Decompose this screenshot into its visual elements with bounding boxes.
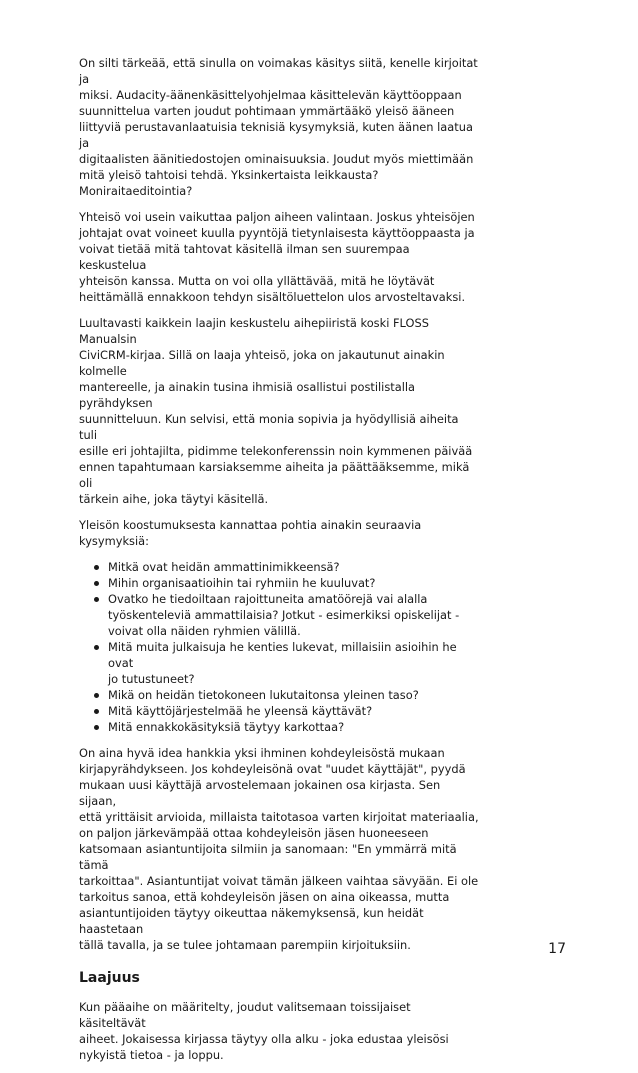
list-item: Ovatko he tiedoiltaan rajoittuneita amatöörejä vai alalla työskenteleviä ammattilaisia? Jotkut - esimerkiksi opiskelijat - voivat olla näiden ryhmien välillä.: [108, 591, 479, 639]
page-body: [79, 55, 479, 1073]
audience-questions-list: [79, 559, 479, 735]
paragraph-audience-member: On aina hyvä idea hankkia yksi ihminen kohdeyleisöstä mukaan kirjapyrähdykseen. Jos kohdeyleisönä ovat "uudet käyttäjät", pyydä mukaan uusi käyttäjä arvostelemaan jokainen osa kirjasta. Sen sijaan, että yrittäisit arvioida, millaista taitotasoa varten kirjoitat materiaalia, on paljon järkevämpää ottaa kohdeyleisön jäsen huoneeseen katsomaan asiantuntijoita silmiin ja sanomaan: "En ymmärrä mitä tämä tarkoittaa". Asiantuntijat voivat tämän jälkeen vaihtaa sävyään. Ei ole tarkoitus sanoa, että kohdeyleisön jäsen on aina oikeassa, mutta asiantuntijoiden täytyy oikeuttaa näkemyksensä, kun heidät haastetaan tällä tavalla, ja se tulee johtamaan parempiin kirjoituksiin.: [79, 746, 479, 952]
paragraph-community-influence: Yhteisö voi usein vaikuttaa paljon aiheen valintaan. Joskus yhteisöjen johtajat ovat voineet kuulla pyyntöjä tietynlaisesta käyttöoppaasta ja voivat tietää mitä tahtovat käsitellä ilman sen suurempaa keskustelua yhteisön kanssa. Mutta on voi olla yllättävää, mitä he löytävät heittämällä ennakkoon tehdyn sisältöluettelon ulos arvosteltavaksi.: [79, 210, 475, 304]
paragraph-civicrm-discussion: Luultavasti kaikkein laajin keskustelu aihepiiristä koski FLOSS Manualsin CiviCRM-kirjaa. Sillä on laaja yhteisö, joka on jakautunut ainakin kolmelle mantereelle, ja ainakin tusina ihmisiä osallistui postilistalla pyrähdyksen suunnitteluun. Kun selvisi, että monia sopivia ja hyödyllisiä aiheita tuli esille eri johtajilta, pidimme telekonferenssin noin kymmenen päivää ennen tapahtumaan karsiaksemme aiheita ja päättääksemme, mikä oli tärkein aihe, joka täytyi käsitellä.: [79, 316, 473, 506]
page-number: 17: [548, 941, 566, 957]
list-item: Mitä ennakkokäsityksiä täytyy karkottaa?: [108, 719, 479, 735]
list-item: Mitkä ovat heidän ammattinimikkeensä?: [108, 559, 479, 575]
paragraph-audience-questions-intro: Yleisön koostumuksesta kannattaa pohtia ainakin seuraavia kysymyksiä:: [79, 518, 422, 548]
list-item: Mitä muita julkaisuja he kenties lukevat, millaisiin asioihin he ovat jo tutustuneet?: [108, 639, 479, 687]
list-item: Mihin organisaatioihin tai ryhmiin he kuuluvat?: [108, 575, 479, 591]
paragraph-scope: Kun pääaihe on määritelty, joudut valitsemaan toissijaiset käsiteltävät aiheet. Jokaisessa kirjassa täytyy olla alku - joka edustaa yleisösi nykyistä tietoa - ja loppu.: [79, 1000, 449, 1062]
paragraph-audience-understanding: On silti tärkeää, että sinulla on voimakas käsitys siitä, kenelle kirjoitat ja miksi. Audacity-äänenkäsittelyohjelmaa käsittelevän käyttöoppaan suunnittelua varten joudut pohtimaan ymmärtääkö yleisö ääneen liittyviä perustavanlaatuisia teknisiä kysymyksiä, kuten äänen laatua ja digitaalisten äänitiedostojen ominaisuuksia. Joudut myös miettimään mitä yleisö tahtoisi tehdä. Yksinkertaista leikkausta? Moniraitaeditointia?: [79, 56, 478, 198]
section-heading-scope: Laajuus: [79, 970, 140, 986]
list-item: Mitä käyttöjärjestelmää he yleensä käyttävät?: [108, 703, 479, 719]
list-item: Mikä on heidän tietokoneen lukutaitonsa yleinen taso?: [108, 687, 479, 703]
